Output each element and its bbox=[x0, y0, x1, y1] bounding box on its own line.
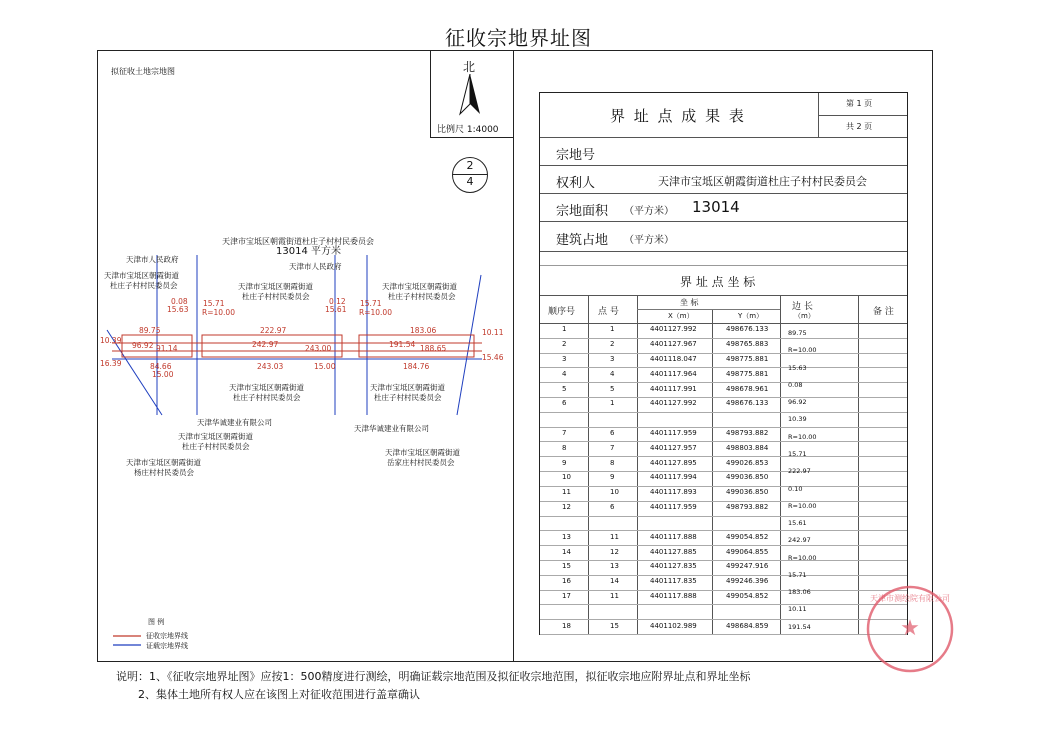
result-table bbox=[539, 92, 908, 635]
dim-label: R=10.00 bbox=[202, 308, 235, 317]
seq-cell: 16 bbox=[562, 577, 571, 586]
y-cell: 499247.916 bbox=[726, 562, 769, 571]
note-1: 说明：1、《征收宗地界址图》应按1：500精度进行测绘，明确证载宗地范围及拟征收宗地范围，拟征收宗地应附界址点和界址坐标 bbox=[116, 670, 751, 683]
dim-label: 15.71 bbox=[203, 299, 225, 308]
dim-label: 89.75 bbox=[139, 326, 161, 335]
x-cell: 4401117.959 bbox=[650, 429, 697, 438]
region-label: 天津市宝坻区朝霞街道 bbox=[104, 271, 179, 280]
length-cell: 191.54 bbox=[788, 622, 811, 631]
spacer-row bbox=[540, 251, 907, 266]
seq-cell: 15 bbox=[562, 562, 571, 571]
sheet-bottom: 4 bbox=[466, 175, 474, 188]
region-label: 天津市宝坻区朝霞街道 bbox=[238, 282, 313, 291]
region-label: 天津华诚建业有限公司 bbox=[197, 418, 272, 427]
dim-label: 96.92 bbox=[132, 341, 154, 350]
dim-label: 84.66 bbox=[150, 362, 172, 371]
legend-swatches bbox=[113, 632, 143, 648]
header-length-unit: （m） bbox=[794, 312, 815, 320]
point-cell: 1 bbox=[610, 325, 615, 334]
length-cell: 222.97 bbox=[788, 467, 811, 476]
region-label: 天津市宝坻区朝霞街道 bbox=[126, 458, 201, 467]
length-cell: 89.75 bbox=[788, 329, 807, 337]
dim-label: 15.71 bbox=[360, 299, 382, 308]
owner-label: 权利人 bbox=[556, 176, 596, 191]
point-cell: 11 bbox=[610, 591, 619, 600]
dim-label: 222.97 bbox=[260, 326, 287, 335]
y-cell: 499246.396 bbox=[726, 577, 769, 586]
building-row bbox=[540, 221, 907, 252]
y-cell: 499054.852 bbox=[726, 532, 769, 541]
header-seq: 顺序号 bbox=[548, 307, 576, 317]
length-cell: 10.11 bbox=[788, 605, 807, 614]
sheet-top: 2 bbox=[466, 159, 474, 172]
building-label: 建筑占地 bbox=[556, 233, 609, 248]
dim-label: 15.00 bbox=[314, 362, 336, 371]
y-cell: 499036.850 bbox=[726, 473, 769, 482]
owner-value: 天津市宝坻区朝霞街道杜庄子村村民委员会 bbox=[658, 175, 867, 188]
seq-cell: 11 bbox=[562, 488, 571, 497]
point-cell: 3 bbox=[610, 355, 615, 363]
x-cell: 4401127.835 bbox=[650, 562, 697, 571]
seq-cell: 3 bbox=[562, 355, 567, 363]
region-label: 天津市宝坻区朝霞街道 bbox=[178, 432, 253, 441]
x-cell: 4401117.888 bbox=[650, 532, 697, 541]
owner-row bbox=[540, 165, 907, 194]
region-label: 天津市人民政府 bbox=[289, 262, 342, 271]
dim-label: 243.00 bbox=[305, 344, 332, 353]
y-cell: 498775.881 bbox=[726, 369, 769, 378]
x-cell: 4401117.835 bbox=[650, 577, 697, 586]
page-total: 共 2 页 bbox=[846, 122, 873, 131]
seq-cell: 14 bbox=[562, 547, 571, 556]
area-top-label: 13014 平方米 bbox=[276, 246, 341, 257]
zongdihao-row bbox=[540, 137, 907, 166]
dim-label: 242.97 bbox=[252, 340, 279, 349]
region-label: 杜庄子村村民委员会 bbox=[182, 442, 250, 451]
y-cell: 498793.882 bbox=[726, 503, 769, 512]
dim-label: 15.61 bbox=[325, 305, 347, 314]
region-label: 天津市宝坻区朝霞街道 bbox=[370, 383, 445, 392]
length-cell: 15.63 bbox=[788, 363, 807, 372]
dim-label: 191.54 bbox=[389, 340, 416, 349]
north-arrow-icon bbox=[459, 74, 481, 116]
seq-cell: 9 bbox=[562, 458, 567, 467]
dim-label: 0.08 bbox=[171, 297, 188, 306]
length-cell: R=10.00 bbox=[788, 501, 817, 510]
x-cell: 4401102.989 bbox=[650, 621, 697, 630]
seq-cell: 8 bbox=[562, 443, 567, 452]
header-y: Y（m） bbox=[738, 312, 764, 320]
point-cell: 1 bbox=[610, 399, 615, 408]
header-coord: 坐 标 bbox=[680, 298, 699, 307]
x-cell: 4401118.047 bbox=[650, 355, 697, 363]
length-cell: 15.71 bbox=[788, 449, 807, 458]
y-cell: 499026.853 bbox=[726, 458, 769, 467]
seq-cell: 6 bbox=[562, 399, 567, 408]
point-cell: 5 bbox=[610, 384, 615, 393]
x-cell: 4401127.895 bbox=[650, 458, 697, 467]
dim-label: 15.00 bbox=[152, 370, 174, 379]
region-label: 杨庄村村民委员会 bbox=[134, 468, 194, 477]
y-cell: 499054.852 bbox=[726, 591, 769, 600]
y-cell: 499064.855 bbox=[726, 547, 769, 556]
point-cell: 4 bbox=[610, 369, 615, 378]
legend-item: 征收宗地界线 bbox=[146, 632, 188, 640]
region-label: 天津市宝坻区朝霞街道 bbox=[382, 282, 457, 291]
dim-label: 15.46 bbox=[482, 353, 504, 362]
point-cell: 11 bbox=[610, 532, 619, 541]
notes bbox=[116, 668, 751, 704]
length-cell: 0.10 bbox=[788, 484, 803, 493]
dim-label: 10.11 bbox=[482, 328, 504, 337]
area-unit: （平方米） bbox=[624, 206, 674, 217]
dim-label: 184.76 bbox=[403, 362, 430, 371]
point-cell: 8 bbox=[610, 458, 615, 467]
length-cell: R=10.00 bbox=[788, 432, 817, 441]
area-label: 宗地面积 bbox=[556, 204, 609, 219]
region-label: 杜庄子村村民委员会 bbox=[374, 393, 442, 402]
dim-label: R=10.00 bbox=[359, 308, 392, 317]
region-label: 岳家庄村村民委员会 bbox=[387, 458, 455, 467]
length-cell: 183.06 bbox=[788, 588, 811, 597]
panel-divider bbox=[513, 50, 514, 662]
sheet-number bbox=[452, 157, 488, 193]
point-cell: 6 bbox=[610, 503, 615, 512]
x-cell: 4401117.888 bbox=[650, 591, 697, 600]
x-cell: 4401117.991 bbox=[650, 384, 697, 393]
dim-label: 0.12 bbox=[329, 297, 346, 306]
seq-cell: 4 bbox=[562, 369, 567, 378]
x-cell: 4401127.992 bbox=[650, 399, 697, 408]
y-cell: 498793.882 bbox=[726, 429, 769, 438]
region-label: 天津华诚建业有限公司 bbox=[354, 424, 429, 433]
seq-cell: 5 bbox=[562, 384, 567, 393]
y-cell: 498775.881 bbox=[726, 355, 769, 363]
header-length: 边 长 bbox=[792, 302, 813, 312]
dim-label: 188.65 bbox=[420, 344, 447, 353]
seq-cell: 18 bbox=[562, 621, 571, 630]
point-cell: 12 bbox=[610, 547, 619, 556]
point-cell: 2 bbox=[610, 340, 615, 349]
dim-label: 16.39 bbox=[100, 359, 122, 368]
region-label: 天津市宝坻区朝霞街道 bbox=[229, 383, 304, 392]
legend-title: 图 例 bbox=[148, 618, 165, 626]
dim-label: 243.03 bbox=[257, 362, 284, 371]
page-number: 第 1 页 bbox=[846, 99, 873, 108]
length-cell: 15.61 bbox=[788, 519, 807, 528]
page-title: 征收宗地界址图 bbox=[445, 26, 592, 50]
x-cell: 4401127.992 bbox=[650, 325, 697, 334]
header-x: X（m） bbox=[668, 312, 694, 320]
owner-top-label: 天津市宝坻区朝霞街道杜庄子村村民委员会 bbox=[222, 237, 374, 246]
scale-label: 比例尺 1:4000 bbox=[437, 125, 499, 135]
point-cell: 14 bbox=[610, 577, 619, 586]
length-cell: 10.39 bbox=[788, 415, 807, 424]
y-cell: 498765.883 bbox=[726, 340, 769, 349]
y-cell: 498803.884 bbox=[726, 443, 769, 452]
region-label: 杜庄子村村民委员会 bbox=[110, 281, 178, 290]
x-cell: 4401117.893 bbox=[650, 488, 697, 497]
area-value: 13014 bbox=[692, 198, 740, 216]
north-label: 北 bbox=[463, 60, 476, 74]
point-cell: 13 bbox=[610, 562, 619, 571]
seq-cell: 12 bbox=[562, 503, 571, 512]
dim-label: 183.06 bbox=[410, 326, 437, 335]
seq-cell: 1 bbox=[562, 325, 567, 334]
coords-title-row bbox=[540, 265, 907, 296]
region-label: 杜庄子村村民委员会 bbox=[388, 292, 456, 301]
dim-label: 91.14 bbox=[156, 344, 178, 353]
y-cell: 498684.859 bbox=[726, 621, 769, 630]
y-cell: 498676.133 bbox=[726, 399, 769, 408]
header-point: 点 号 bbox=[598, 307, 619, 317]
y-cell: 498678.961 bbox=[726, 384, 769, 393]
seq-cell: 2 bbox=[562, 340, 567, 349]
point-cell: 9 bbox=[610, 473, 615, 482]
svg-text:★: ★ bbox=[900, 616, 920, 641]
x-cell: 4401117.994 bbox=[650, 473, 697, 482]
y-cell: 499036.850 bbox=[726, 488, 769, 497]
x-cell: 4401117.959 bbox=[650, 503, 697, 512]
company-seal bbox=[864, 583, 956, 675]
note-2: 2、集体土地所有权人应在该图上对征收范围进行盖章确认 bbox=[138, 688, 420, 701]
building-unit: （平方米） bbox=[624, 235, 674, 246]
x-cell: 4401127.957 bbox=[650, 443, 697, 452]
dim-label: 10.39 bbox=[100, 336, 122, 345]
x-cell: 4401117.964 bbox=[650, 369, 697, 378]
legend-item: 证载宗地界线 bbox=[146, 642, 188, 650]
length-cell: R=10.00 bbox=[788, 553, 817, 562]
length-cell: 15.71 bbox=[788, 570, 807, 579]
length-cell: 0.08 bbox=[788, 380, 803, 389]
point-cell: 15 bbox=[610, 621, 619, 630]
header-note: 备 注 bbox=[873, 307, 894, 317]
region-label: 天津市人民政府 bbox=[126, 255, 179, 264]
seq-cell: 10 bbox=[562, 473, 571, 482]
seq-cell: 7 bbox=[562, 429, 567, 438]
point-cell: 6 bbox=[610, 429, 615, 438]
region-label: 杜庄子村村民委员会 bbox=[233, 393, 301, 402]
area-row bbox=[540, 193, 907, 222]
table-header-row bbox=[540, 93, 907, 138]
region-label: 杜庄子村村民委员会 bbox=[242, 292, 310, 301]
zongdihao-label: 宗地号 bbox=[556, 148, 596, 163]
point-cell: 7 bbox=[610, 443, 615, 452]
length-cell: 96.92 bbox=[788, 398, 807, 407]
point-cell: 10 bbox=[610, 488, 619, 497]
dim-label: 15.63 bbox=[167, 305, 189, 314]
left-panel-label: 拟征收土地宗地图 bbox=[111, 67, 175, 76]
y-cell: 498676.133 bbox=[726, 325, 769, 334]
seq-cell: 17 bbox=[562, 591, 571, 600]
coords-title: 界 址 点 坐 标 bbox=[680, 275, 756, 289]
region-label: 天津市宝坻区朝霞街道 bbox=[385, 448, 460, 457]
length-cell: R=10.00 bbox=[788, 346, 817, 355]
length-cell: 242.97 bbox=[788, 536, 811, 545]
x-cell: 4401127.967 bbox=[650, 340, 697, 349]
table-title: 界 址 点 成 果 表 bbox=[610, 107, 746, 125]
x-cell: 4401127.885 bbox=[650, 547, 697, 556]
seq-cell: 13 bbox=[562, 532, 571, 541]
svg-text:天津市测绘院有限公司: 天津市测绘院有限公司 bbox=[870, 594, 950, 603]
